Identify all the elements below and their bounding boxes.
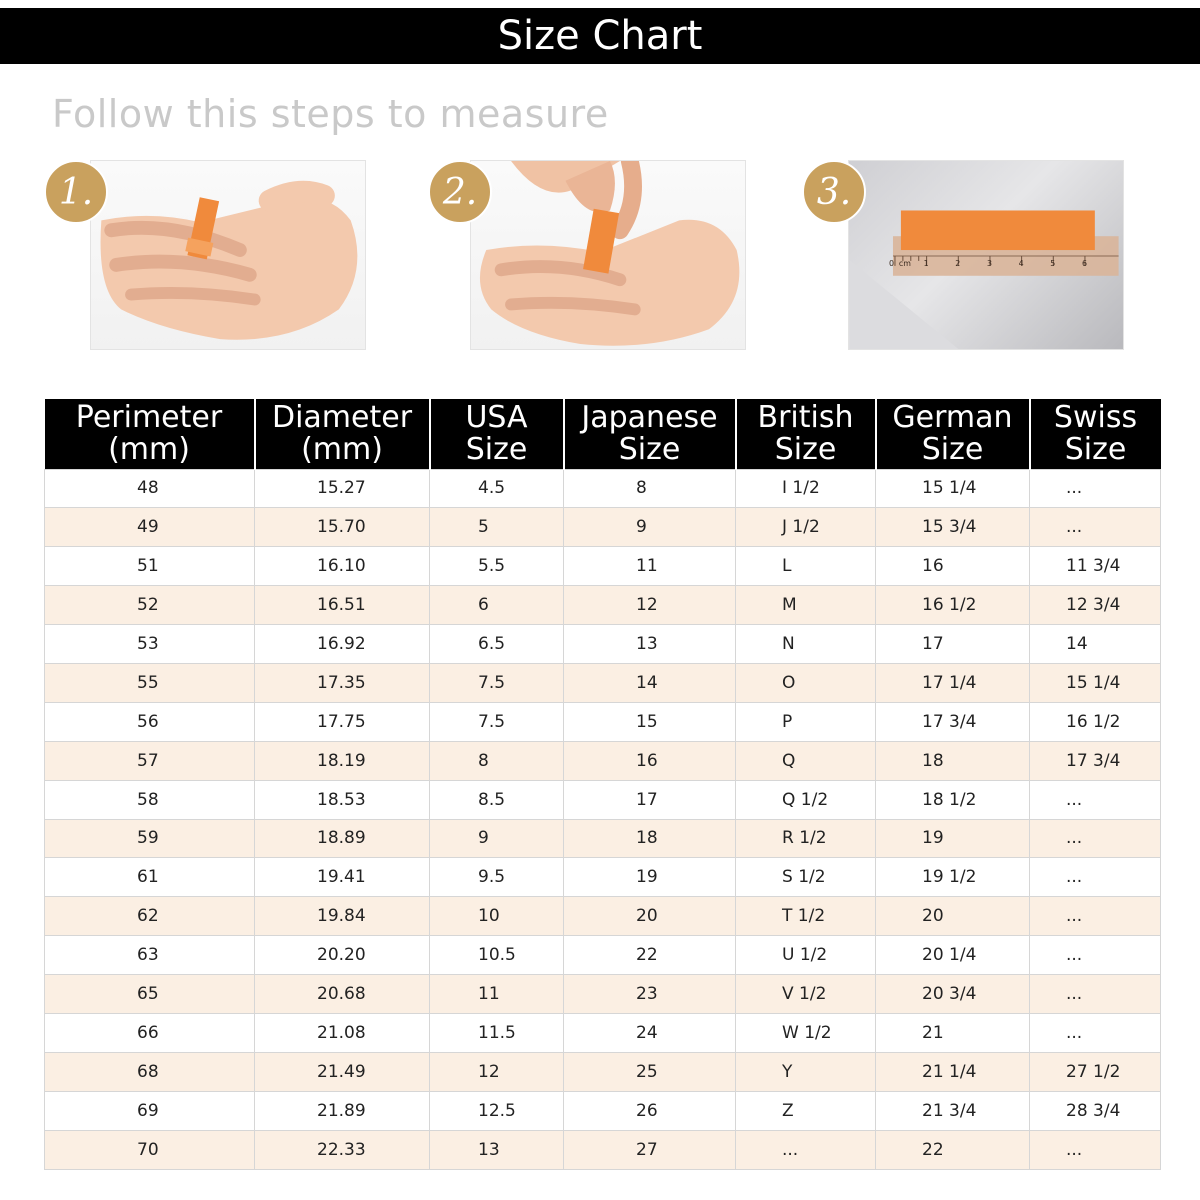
cell-german-size: 19 1/2 (876, 858, 1030, 897)
cell-usa-size: 6.5 (430, 625, 564, 664)
ruler-label: cm (898, 258, 911, 268)
column-header-line: Size (774, 431, 837, 467)
cell-british-size: V 1/2 (736, 975, 876, 1014)
cell-swiss-size: ... (1030, 1013, 1161, 1052)
cell-british-size: O (736, 663, 876, 702)
cell-usa-size: 7.5 (430, 702, 564, 741)
cell-swiss-size: 14 (1030, 625, 1161, 664)
cell-german-size: 17 1/4 (876, 663, 1030, 702)
step-2-badge: 2. (428, 160, 492, 224)
cell-perimeter: 49 (45, 508, 255, 547)
cell-german-size: 18 (876, 741, 1030, 780)
cell-perimeter: 52 (45, 586, 255, 625)
column-header-line: Size (618, 431, 681, 467)
table-row (45, 469, 1161, 508)
step-1-badge: 1. (44, 160, 108, 224)
step-1-image (90, 160, 366, 350)
cell-german-size: 20 (876, 897, 1030, 936)
cell-british-size: Q (736, 741, 876, 780)
cell-japanese-size: 13 (564, 625, 736, 664)
cell-perimeter: 65 (45, 975, 255, 1014)
column-header-line: German (892, 399, 1013, 435)
column-header-line: USA (465, 399, 528, 435)
cell-british-size: ... (736, 1130, 876, 1169)
cell-british-size: N (736, 625, 876, 664)
cell-perimeter: 51 (45, 547, 255, 586)
column-header-line: Size (921, 431, 984, 467)
column-header-line: Perimeter (75, 399, 223, 435)
cell-swiss-size: ... (1030, 819, 1161, 858)
table-row (45, 547, 1161, 586)
table-row (45, 1013, 1161, 1052)
cell-diameter: 17.35 (255, 663, 430, 702)
table-row (45, 625, 1161, 664)
cell-swiss-size: ... (1030, 508, 1161, 547)
step-3-badge: 3. (802, 160, 866, 224)
ruler-illustration (849, 161, 1123, 349)
cell-usa-size: 11.5 (430, 1013, 564, 1052)
cell-british-size: U 1/2 (736, 936, 876, 975)
cell-german-size: 20 1/4 (876, 936, 1030, 975)
cell-german-size: 19 (876, 819, 1030, 858)
table-row (45, 663, 1161, 702)
cell-perimeter: 70 (45, 1130, 255, 1169)
cell-perimeter: 48 (45, 469, 255, 508)
cell-usa-size: 10 (430, 897, 564, 936)
cell-german-size: 15 3/4 (876, 508, 1030, 547)
cell-usa-size: 7.5 (430, 663, 564, 702)
table-row (45, 936, 1161, 975)
cell-german-size: 17 3/4 (876, 702, 1030, 741)
paper-strip (901, 210, 1095, 250)
cell-japanese-size: 22 (564, 936, 736, 975)
cell-german-size: 15 1/4 (876, 469, 1030, 508)
cell-british-size: J 1/2 (736, 508, 876, 547)
table-row (45, 975, 1161, 1014)
cell-diameter: 21.08 (255, 1013, 430, 1052)
cell-diameter: 21.49 (255, 1052, 430, 1091)
column-header-perimeter (45, 399, 255, 469)
table-row (45, 702, 1161, 741)
column-header-british-size (736, 399, 876, 469)
cell-british-size: M (736, 586, 876, 625)
cell-british-size: S 1/2 (736, 858, 876, 897)
cell-german-size: 21 (876, 1013, 1030, 1052)
cell-diameter: 20.68 (255, 975, 430, 1014)
cell-swiss-size: 27 1/2 (1030, 1052, 1161, 1091)
cell-swiss-size: ... (1030, 1130, 1161, 1169)
column-header-diameter (255, 399, 430, 469)
cell-japanese-size: 27 (564, 1130, 736, 1169)
cell-japanese-size: 20 (564, 897, 736, 936)
cell-usa-size: 10.5 (430, 936, 564, 975)
step-3-image (848, 160, 1124, 350)
cell-perimeter: 59 (45, 819, 255, 858)
ruler-label: 0 (889, 258, 895, 268)
cell-diameter: 21.89 (255, 1091, 430, 1130)
cell-swiss-size: 15 1/4 (1030, 663, 1161, 702)
cell-german-size: 21 1/4 (876, 1052, 1030, 1091)
table-row (45, 1091, 1161, 1130)
cell-british-size: Z (736, 1091, 876, 1130)
cell-japanese-size: 11 (564, 547, 736, 586)
cell-diameter: 16.51 (255, 586, 430, 625)
cell-perimeter: 69 (45, 1091, 255, 1130)
cell-japanese-size: 9 (564, 508, 736, 547)
cell-diameter: 15.70 (255, 508, 430, 547)
cell-diameter: 18.89 (255, 819, 430, 858)
cell-british-size: I 1/2 (736, 469, 876, 508)
cell-diameter: 16.92 (255, 625, 430, 664)
cell-usa-size: 9 (430, 819, 564, 858)
table-row (45, 1052, 1161, 1091)
cell-german-size: 16 (876, 547, 1030, 586)
cell-swiss-size: 17 3/4 (1030, 741, 1161, 780)
cell-diameter: 20.20 (255, 936, 430, 975)
table-header-row (45, 399, 1161, 469)
cell-japanese-size: 18 (564, 819, 736, 858)
hand-wrap-illustration (91, 161, 365, 349)
instructions-heading: Follow this steps to measure (52, 92, 609, 136)
cell-diameter: 18.19 (255, 741, 430, 780)
cell-usa-size: 8.5 (430, 780, 564, 819)
cell-british-size: Q 1/2 (736, 780, 876, 819)
ring-size-table (44, 399, 1161, 1170)
table-row (45, 508, 1161, 547)
cell-japanese-size: 14 (564, 663, 736, 702)
cell-british-size: W 1/2 (736, 1013, 876, 1052)
cell-japanese-size: 19 (564, 858, 736, 897)
ruler-label: 3 (986, 258, 993, 268)
cell-swiss-size: 11 3/4 (1030, 547, 1161, 586)
cell-british-size: R 1/2 (736, 819, 876, 858)
cell-swiss-size: ... (1030, 936, 1161, 975)
cell-german-size: 17 (876, 625, 1030, 664)
ruler-label: 1 (923, 258, 929, 268)
cell-british-size: L (736, 547, 876, 586)
cell-swiss-size: ... (1030, 469, 1161, 508)
cell-japanese-size: 26 (564, 1091, 736, 1130)
cell-japanese-size: 25 (564, 1052, 736, 1091)
column-header-line: Size (465, 431, 528, 467)
cell-perimeter: 61 (45, 858, 255, 897)
table-row (45, 586, 1161, 625)
cell-usa-size: 5 (430, 508, 564, 547)
cell-japanese-size: 23 (564, 975, 736, 1014)
cell-diameter: 15.27 (255, 469, 430, 508)
cell-usa-size: 12 (430, 1052, 564, 1091)
column-header-line: Japanese (581, 399, 718, 435)
table-row (45, 741, 1161, 780)
ruler-label: 5 (1050, 258, 1056, 268)
table-row (45, 780, 1161, 819)
cell-perimeter: 63 (45, 936, 255, 975)
cell-diameter: 17.75 (255, 702, 430, 741)
cell-british-size: Y (736, 1052, 876, 1091)
cell-german-size: 20 3/4 (876, 975, 1030, 1014)
column-header-line: British (757, 399, 854, 435)
cell-perimeter: 62 (45, 897, 255, 936)
cell-japanese-size: 16 (564, 741, 736, 780)
cell-japanese-size: 12 (564, 586, 736, 625)
page-title: Size Chart (0, 8, 1200, 64)
cell-japanese-size: 24 (564, 1013, 736, 1052)
ruler-label: 2 (955, 258, 961, 268)
cell-diameter: 16.10 (255, 547, 430, 586)
cell-diameter: 19.84 (255, 897, 430, 936)
ruler-label: 6 (1081, 258, 1088, 268)
cell-usa-size: 8 (430, 741, 564, 780)
cell-japanese-size: 15 (564, 702, 736, 741)
cell-german-size: 18 1/2 (876, 780, 1030, 819)
column-header-line: (mm) (301, 431, 383, 467)
cell-british-size: P (736, 702, 876, 741)
cell-german-size: 16 1/2 (876, 586, 1030, 625)
column-header-line: Swiss (1053, 399, 1138, 435)
cell-diameter: 19.41 (255, 858, 430, 897)
cell-perimeter: 66 (45, 1013, 255, 1052)
cell-perimeter: 58 (45, 780, 255, 819)
cell-usa-size: 6 (430, 586, 564, 625)
cell-japanese-size: 17 (564, 780, 736, 819)
cell-usa-size: 11 (430, 975, 564, 1014)
table-row (45, 819, 1161, 858)
table-row (45, 1130, 1161, 1169)
column-header-german-size (876, 399, 1030, 469)
cell-swiss-size: ... (1030, 897, 1161, 936)
cell-swiss-size: 16 1/2 (1030, 702, 1161, 741)
cell-usa-size: 9.5 (430, 858, 564, 897)
cell-japanese-size: 8 (564, 469, 736, 508)
cell-diameter: 22.33 (255, 1130, 430, 1169)
cell-british-size: T 1/2 (736, 897, 876, 936)
column-header-japanese-size (564, 399, 736, 469)
column-header-usa-size (430, 399, 564, 469)
mark-paper-illustration (471, 161, 745, 349)
cell-usa-size: 4.5 (430, 469, 564, 508)
step-2-image (470, 160, 746, 350)
cell-perimeter: 68 (45, 1052, 255, 1091)
cell-usa-size: 12.5 (430, 1091, 564, 1130)
cell-diameter: 18.53 (255, 780, 430, 819)
column-header-line: Diameter (271, 399, 413, 435)
cell-perimeter: 53 (45, 625, 255, 664)
cell-perimeter: 56 (45, 702, 255, 741)
cell-usa-size: 13 (430, 1130, 564, 1169)
cell-usa-size: 5.5 (430, 547, 564, 586)
cell-swiss-size: 28 3/4 (1030, 1091, 1161, 1130)
cell-german-size: 21 3/4 (876, 1091, 1030, 1130)
table-row (45, 858, 1161, 897)
cell-swiss-size: ... (1030, 858, 1161, 897)
column-header-line: Size (1064, 431, 1127, 467)
cell-swiss-size: ... (1030, 975, 1161, 1014)
cell-german-size: 22 (876, 1130, 1030, 1169)
ruler-label: 4 (1018, 258, 1024, 268)
column-header-swiss-size (1030, 399, 1161, 469)
cell-perimeter: 55 (45, 663, 255, 702)
table-row (45, 897, 1161, 936)
column-header-line: (mm) (108, 431, 190, 467)
cell-swiss-size: ... (1030, 780, 1161, 819)
cell-swiss-size: 12 3/4 (1030, 586, 1161, 625)
cell-perimeter: 57 (45, 741, 255, 780)
